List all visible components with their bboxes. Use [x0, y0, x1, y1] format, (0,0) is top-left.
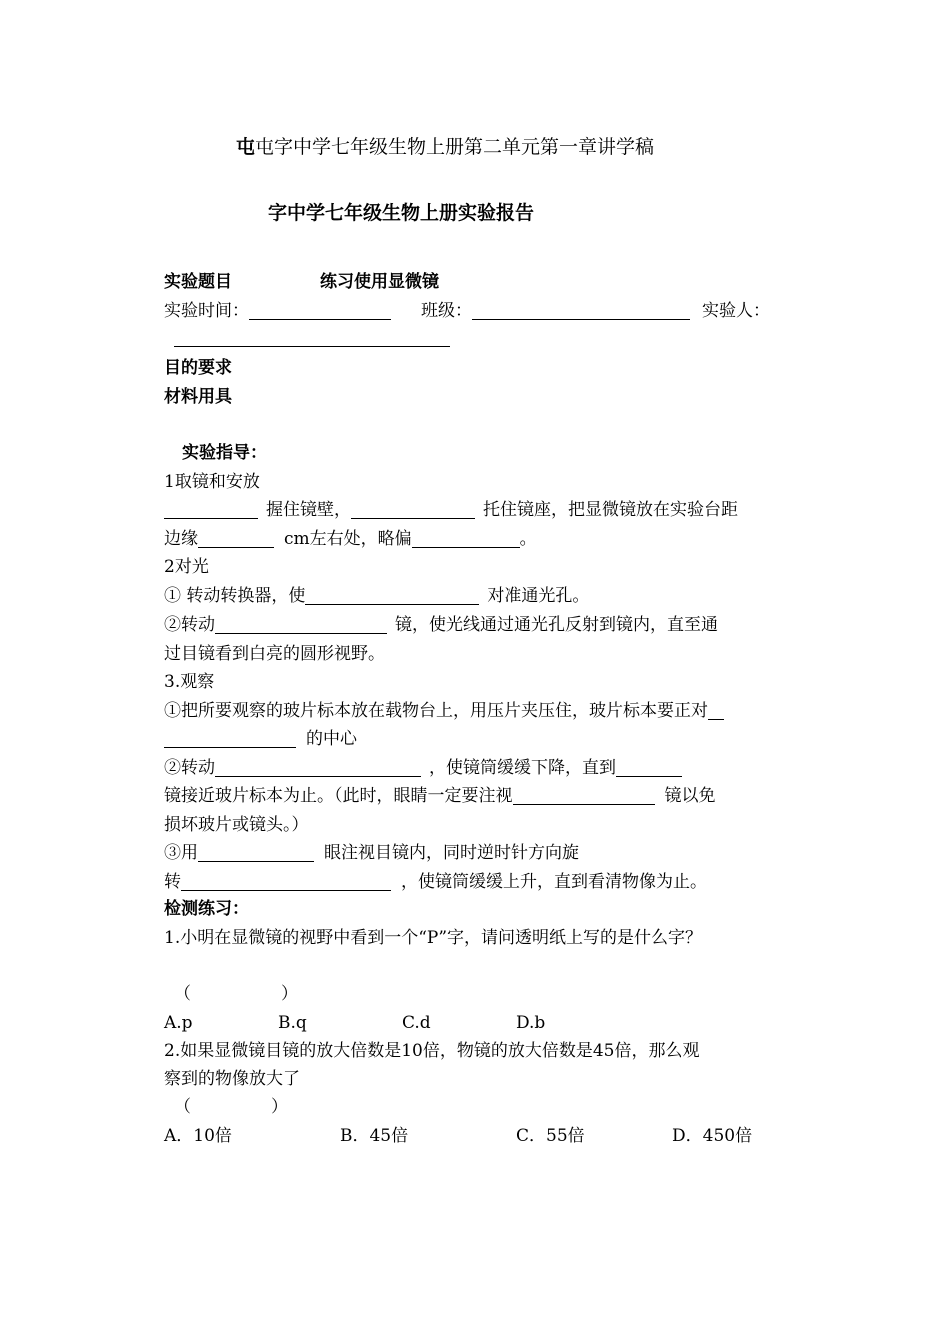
- q1-option-b: B.q: [278, 1013, 307, 1033]
- question-2-line1: 2.如果显微镜目镜的放大倍数是10倍，物镜的放大倍数是45倍，那么观: [164, 1041, 700, 1061]
- question-2-answer-paren: （ ）: [174, 1097, 288, 1117]
- q2-option-b: B．45倍: [340, 1126, 409, 1146]
- q1-option-c: C.d: [402, 1013, 431, 1033]
- experiment-info-row: [164, 303, 770, 320]
- step3-line3: ②转动 ，使镜筒缓缓下降，直到: [164, 760, 682, 777]
- class-label: 班级：: [421, 301, 472, 321]
- class-blank: [472, 303, 690, 320]
- person-label: 实验人：: [702, 301, 770, 321]
- step1-title: 1取镜和安放: [164, 472, 260, 492]
- time-blank: [249, 303, 391, 320]
- step3-line7: 转 ，使镜筒缓缓上升，直到看清物像为止。: [164, 872, 707, 892]
- purpose-label: 目的要求: [164, 358, 232, 378]
- title-text: 屯字中学七年级生物上册第二单元第一章讲学稿: [255, 136, 655, 158]
- title-first-char: 屯: [236, 136, 256, 158]
- question-2-line2: 察到的物像放大了: [164, 1069, 300, 1089]
- experiment-topic-row: [164, 274, 439, 291]
- q1-option-a: A.p: [164, 1013, 193, 1033]
- step1-line2: 边缘 cm左右处，略偏 。: [164, 529, 537, 549]
- step3-line2: 的中心: [164, 731, 357, 748]
- step2-title: 2对光: [164, 557, 209, 577]
- page-subtitle: 字中学七年级生物上册实验报告: [268, 202, 535, 224]
- time-label: 实验时间：: [164, 301, 249, 321]
- q2-option-a: A．10倍: [164, 1126, 232, 1146]
- question-1-answer-paren: （ ）: [174, 984, 298, 1004]
- quiz-label: 检测练习：: [164, 899, 249, 919]
- q2-option-d: D．450倍: [672, 1126, 753, 1146]
- step3-line4: 镜接近玻片标本为止。（此时，眼睛一定要注视 镜以免: [164, 786, 716, 806]
- step3-line5: 损坏玻片或镜头。）: [164, 815, 309, 835]
- page-title: [236, 138, 654, 157]
- question-1: 1.小明在显微镜的视野中看到一个“P”字，请问透明纸上写的是什么字？: [164, 928, 703, 948]
- step2-line3: 过目镜看到白亮的圆形视野。: [164, 644, 385, 664]
- step3-line1: ①把所要观察的玻片标本放在载物台上，用压片夹压住，玻片标本要正对: [164, 703, 724, 720]
- guide-label: 实验指导：: [182, 443, 267, 463]
- q2-option-c: C．55倍: [516, 1126, 585, 1146]
- step3-line6: ③用 眼注视目镜内，同时逆时针方向旋: [164, 843, 579, 863]
- person-blank: [174, 330, 450, 347]
- step2-line2: ②转动 镜，使光线通过通光孔反射到镜内，直至通: [164, 615, 718, 635]
- step3-title: 3.观察: [164, 672, 215, 692]
- q1-option-d: D.b: [516, 1013, 546, 1033]
- topic-label: 实验题目: [164, 272, 232, 292]
- step1-line1: 握住镜壁， 托住镜座，把显微镜放在实验台距: [164, 502, 738, 519]
- topic-value: 练习使用显微镜: [320, 272, 439, 292]
- materials-label: 材料用具: [164, 387, 232, 407]
- step2-line1: ① 转动转换器，使 对准通光孔。: [164, 586, 590, 606]
